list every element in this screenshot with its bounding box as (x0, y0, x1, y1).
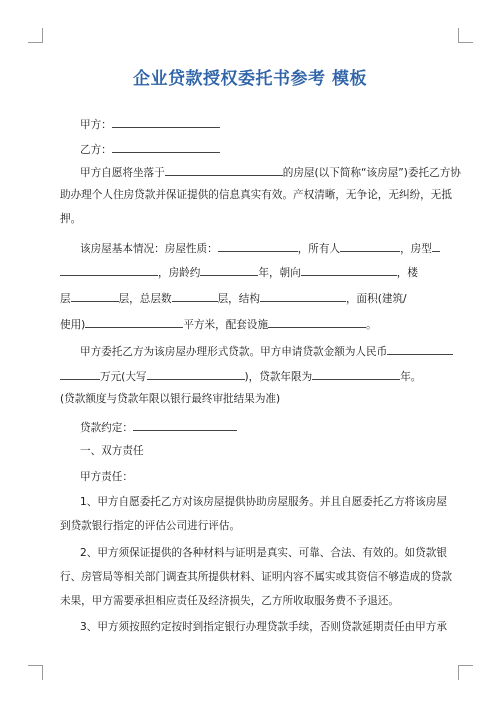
layout-blank-cont[interactable] (60, 264, 158, 276)
party-b-blank[interactable] (112, 141, 220, 153)
term-blank[interactable] (312, 368, 400, 380)
text: 层，总层数 (118, 293, 172, 305)
paragraph-3-line-2 (60, 368, 421, 384)
text: 年，朝向 (258, 267, 301, 279)
item-2-line-2: 行、房管局等相关部门调查其所提供材料、证明内容不属实或其资信不够造成的贷款 (60, 571, 452, 583)
loan-note: (贷款额度与贷款年限以银行最终审批结果为准) (60, 393, 281, 405)
party-a-label: 甲方： (80, 119, 112, 131)
paragraph-2-line-1 (80, 240, 440, 256)
floor-blank[interactable] (71, 290, 119, 302)
text: 平方米，配套设施 (183, 319, 269, 331)
amount-blank[interactable] (387, 343, 453, 355)
text: 的房屋(以下简称“该房屋”)委托乙方协 (282, 167, 461, 179)
text: ，面积(建筑/ (345, 293, 407, 305)
text: 层 (60, 293, 71, 305)
crop-mark-bottom-right (458, 665, 473, 680)
paragraph-2-line-2 (60, 264, 418, 280)
text: ，房龄约 (158, 267, 201, 279)
total-floors-blank[interactable] (172, 290, 218, 302)
crop-mark-top-left (28, 28, 43, 43)
party-b-line (80, 141, 220, 157)
text: )，贷款年限为 (244, 371, 313, 383)
owner-blank[interactable] (340, 240, 400, 252)
text: 层，结构 (217, 293, 260, 305)
text: ，房型 (400, 243, 432, 255)
item-2-line-1: 2、甲方须保证提供的各种材料与证明是真实、可靠、合法、有效的。如贷款银 (80, 547, 447, 559)
text: ，楼 (396, 267, 418, 279)
loan-agreement-blank[interactable] (133, 419, 237, 431)
text: 年。 (400, 371, 422, 383)
item-2-line-3: 未果，甲方需要承担相应责任及经济损失，乙方所收取服务费不予退还。 (60, 595, 399, 607)
age-blank[interactable] (200, 264, 258, 276)
section-heading: 一、双方责任 (80, 445, 144, 457)
party-a-line (80, 116, 220, 132)
text: 该房屋基本情况：房屋性质： (80, 243, 218, 255)
paragraph-1-line-2: 助办理个人住房贷款并保证提供的信息真实有效。产权清晰，无争论，无纠纷，无抵 (60, 189, 452, 201)
party-a-blank[interactable] (112, 116, 220, 128)
party-a-duty-heading: 甲方责任： (80, 471, 133, 483)
paragraph-1-line-3: 押。 (60, 213, 82, 225)
paragraph-3-line-1 (80, 343, 453, 359)
document-title: 企业贷款授权委托书参考 模板 (133, 69, 367, 89)
text: 甲方自愿将坐落于 (80, 167, 165, 179)
crop-mark-bottom-left (28, 665, 43, 680)
layout-blank[interactable] (432, 240, 440, 252)
paragraph-2-line-3 (60, 290, 407, 306)
area-blank[interactable] (85, 316, 183, 328)
paragraph-2-line-4 (60, 316, 377, 332)
party-b-label: 乙方： (80, 144, 112, 156)
orientation-blank[interactable] (301, 264, 397, 276)
property-nature-blank[interactable] (218, 240, 298, 252)
amount-blank-cont[interactable] (60, 368, 100, 380)
facilities-blank[interactable] (268, 316, 366, 328)
text: 万元(大写 (100, 371, 147, 383)
text: 。 (366, 319, 377, 331)
amount-words-blank[interactable] (147, 368, 245, 380)
text: ，所有人 (297, 243, 341, 255)
structure-blank[interactable] (260, 290, 346, 302)
loan-agreement-line (80, 419, 237, 435)
loan-agreement-label: 贷款约定： (80, 422, 133, 434)
item-3-line-1: 3、甲方须按照约定按时到指定银行办理贷款手续，否则贷款延期责任由甲方承 (80, 621, 447, 633)
crop-mark-top-right (458, 28, 473, 43)
text: 使用) (60, 319, 86, 331)
item-1-line-1: 1、甲方自愿委托乙方对该房屋提供协助房屋服务。并且自愿委托乙方将该房屋 (80, 496, 447, 508)
text: 甲方委托乙方为该房屋办理形式贷款。甲方申请贷款金额为人民币 (80, 346, 388, 358)
item-1-line-2: 到贷款银行指定的评估公司进行评估。 (60, 520, 241, 532)
paragraph-1-line-1 (80, 164, 461, 180)
location-blank[interactable] (165, 164, 283, 176)
